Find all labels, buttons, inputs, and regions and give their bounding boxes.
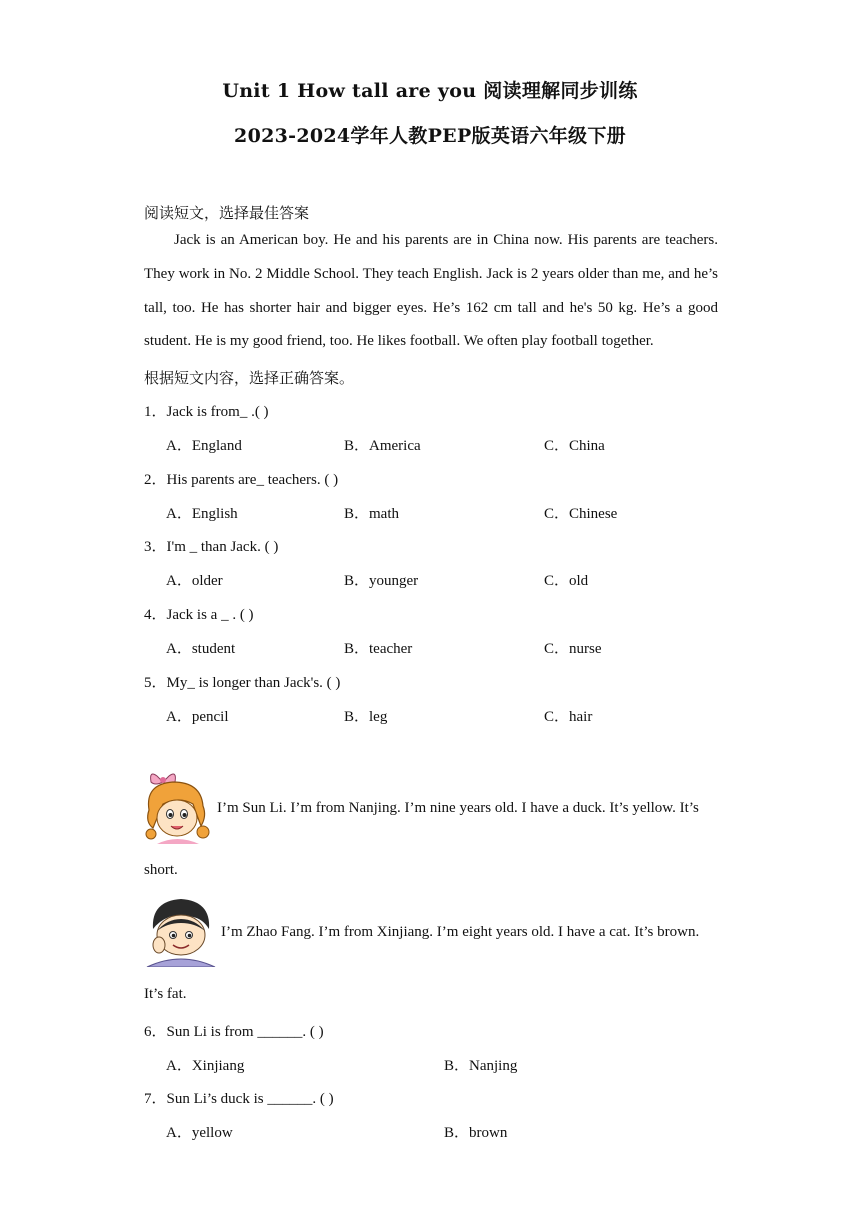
question-stem: 7．Sun Li’s duck is ______. ( ) [144, 1091, 334, 1107]
question-option[interactable]: B．teacher [344, 641, 413, 657]
zhao-fang-illustration [143, 895, 219, 967]
question-option[interactable]: B．leg [344, 709, 388, 725]
question-stem: 6．Sun Li is from ______. ( ) [144, 1024, 324, 1040]
question-option[interactable]: C．Chinese [544, 506, 618, 522]
sun-li-text-continued: short. [144, 862, 178, 878]
question-option[interactable]: B．brown [444, 1125, 508, 1141]
question-option[interactable]: A．older [166, 573, 223, 589]
question-option[interactable]: A．yellow [166, 1125, 233, 1141]
reading-passage: Jack is an American boy. He and his parents are in China now. His parents are teachers. They work in No. 2 Middle School. They teach English. Jack is 2 years older than me, and he’s tall, too. He has shorter hair and bigger eyes. He’s 162 cm tall and he's 50 kg. He’s a good student. He is my good friend, too. He likes football. We often play football together. [144, 232, 718, 350]
zhao-fang-text-continued: It’s fat. [144, 986, 187, 1002]
question-option[interactable]: C．old [544, 573, 589, 589]
question-stem: 1．Jack is from_ .( ) [144, 404, 269, 420]
question-option[interactable]: B．Nanjing [444, 1058, 518, 1074]
question-stem: 4．Jack is a _ . ( ) [144, 607, 254, 623]
question-option[interactable]: B．math [344, 506, 399, 522]
section1-sub-instruction: 根据短文内容，选择正确答案。 [144, 371, 355, 387]
section1-instruction: 阅读短文，选择最佳答案 [144, 206, 310, 222]
sun-li-illustration [143, 770, 215, 844]
document-title-line2: 2023-2024学年人教PEP版英语六年级下册 [234, 125, 626, 147]
question-option[interactable]: A．Xinjiang [166, 1058, 245, 1074]
question-option[interactable]: C．China [544, 438, 605, 454]
question-option[interactable]: A．student [166, 641, 236, 657]
question-stem: 3．I'm _ than Jack. ( ) [144, 539, 279, 555]
zhao-fang-text: I’m Zhao Fang. I’m from Xinjiang. I’m eight years old. I have a cat. It’s brown. [221, 924, 700, 940]
question-option[interactable]: C．hair [544, 709, 593, 725]
question-option[interactable]: B．America [344, 438, 421, 454]
question-stem: 5．My_ is longer than Jack's. ( ) [144, 675, 341, 691]
sun-li-text: I’m Sun Li. I’m from Nanjing. I’m nine years old. I have a duck. It’s yellow. It’s [217, 800, 699, 816]
question-option[interactable]: B．younger [344, 573, 419, 589]
question-stem: 2．His parents are_ teachers. ( ) [144, 472, 339, 488]
document-title-line1: Unit 1 How tall are you 阅读理解同步训练 [222, 80, 638, 102]
question-option[interactable]: A．English [166, 506, 238, 522]
question-option[interactable]: C．nurse [544, 641, 602, 657]
question-option[interactable]: A．pencil [166, 709, 229, 725]
question-option[interactable]: A．England [166, 438, 242, 454]
